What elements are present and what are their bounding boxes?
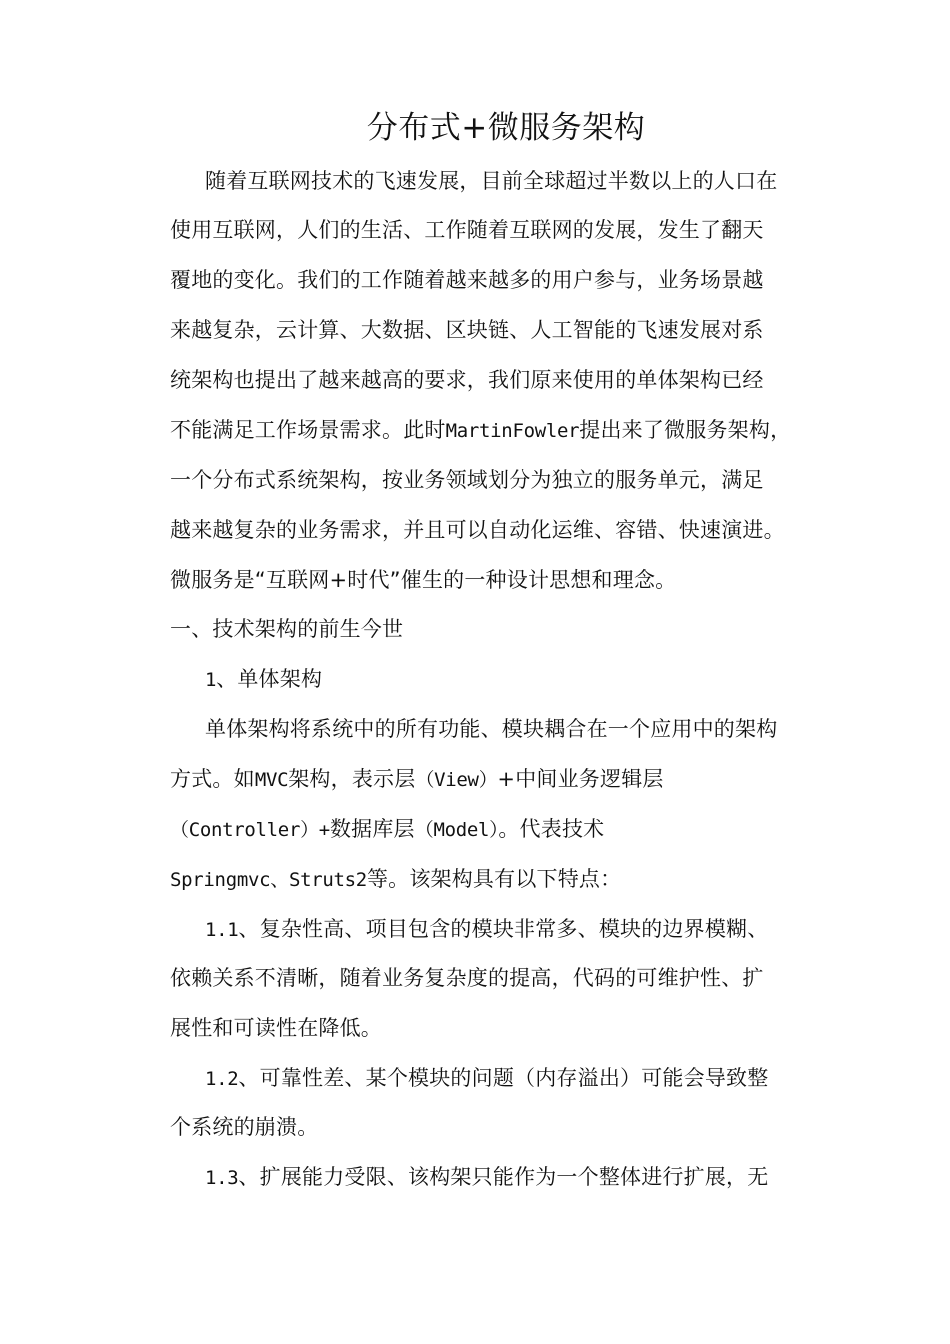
monolith-line-3 xyxy=(170,812,604,846)
point-2-text: 、可靠性差、某个模块的问题（内存溢出）可能会导致整 xyxy=(238,1066,769,1090)
point-2-number: 1.2 xyxy=(205,1068,239,1090)
intro-line-5: 统架构也提出了越来越高的要求，我们原来使用的单体架构已经 xyxy=(170,368,764,392)
frameworks-term: Springmvc、Struts2 xyxy=(170,869,367,891)
intro-line-7: 一个分布式系统架构，按业务领域划分为独立的服务单元，满足 xyxy=(170,468,764,492)
point-1-line-1 xyxy=(205,912,768,946)
point-2-line-1 xyxy=(205,1061,768,1095)
section-heading: 一、技术架构的前生今世 xyxy=(170,617,404,641)
model-term: （Model） xyxy=(414,819,499,841)
point-3-number: 1.3 xyxy=(205,1167,239,1189)
monolith-line-2 xyxy=(170,762,664,796)
monolith-line-2-c: 架构，表示层 xyxy=(288,767,416,791)
subsection-heading xyxy=(205,662,322,696)
intro-line-6-part-c: 提出来了微服务架构， xyxy=(579,418,792,442)
subsection-number: 1 xyxy=(205,669,217,691)
subsection-title: 、单体架构 xyxy=(216,667,323,691)
point-2-line-2: 个系统的崩溃。 xyxy=(170,1115,319,1139)
martinfowler-name: MartinFowler xyxy=(445,420,580,442)
intro-line-1: 随着互联网技术的飞速发展，目前全球超过半数以上的人口在 xyxy=(205,169,778,193)
intro-line-3: 覆地的变化。我们的工作随着越来越多的用户参与，业务场景越 xyxy=(170,268,764,292)
view-term: （View） xyxy=(415,769,498,791)
intro-line-8: 越来越复杂的业务需求，并且可以自动化运维、容错、快速演进。 xyxy=(170,518,785,542)
monolith-line-2-a: 方式。如 xyxy=(170,767,255,791)
monolith-line-2-e: +中间业务逻辑层 xyxy=(497,767,664,791)
point-3-line-1 xyxy=(205,1160,768,1194)
monolith-line-3-b: 数据库层 xyxy=(329,817,415,841)
document-title: 分布式+微服务架构 xyxy=(366,110,646,146)
intro-line-4: 来越复杂，云计算、大数据、区块链、人工智能的飞速发展对系 xyxy=(170,318,764,342)
point-1-line-3: 展性和可读性在降低。 xyxy=(170,1016,382,1040)
intro-line-2: 使用互联网，人们的生活、工作随着互联网的发展，发生了翻天 xyxy=(170,218,764,242)
mvc-term: MVC xyxy=(254,769,289,791)
monolith-line-4 xyxy=(170,862,621,896)
point-1-text: 、复杂性高、项目包含的模块非常多、模块的边界模糊、 xyxy=(238,917,769,941)
monolith-line-1: 单体架构将系统中的所有功能、模块耦合在一个应用中的架构 xyxy=(205,717,778,741)
intro-line-6-part-a: 不能满足工作场景需求。此时 xyxy=(170,418,446,442)
intro-line-9: 微服务是“互联网+时代”催生的一种设计思想和理念。 xyxy=(170,568,677,592)
intro-line-6 xyxy=(170,413,791,447)
point-1-line-2: 依赖关系不清晰，随着业务复杂度的提高，代码的可维护性、扩 xyxy=(170,966,764,990)
monolith-line-4-b: 等。该架构具有以下特点： xyxy=(366,867,622,891)
monolith-line-3-d: 。代表技术 xyxy=(498,817,605,841)
point-3-text: 、扩展能力受限、该构架只能作为一个整体进行扩展，无 xyxy=(238,1165,769,1189)
controller-term: （Controller）+ xyxy=(170,819,330,841)
point-1-number: 1.1 xyxy=(205,919,239,941)
